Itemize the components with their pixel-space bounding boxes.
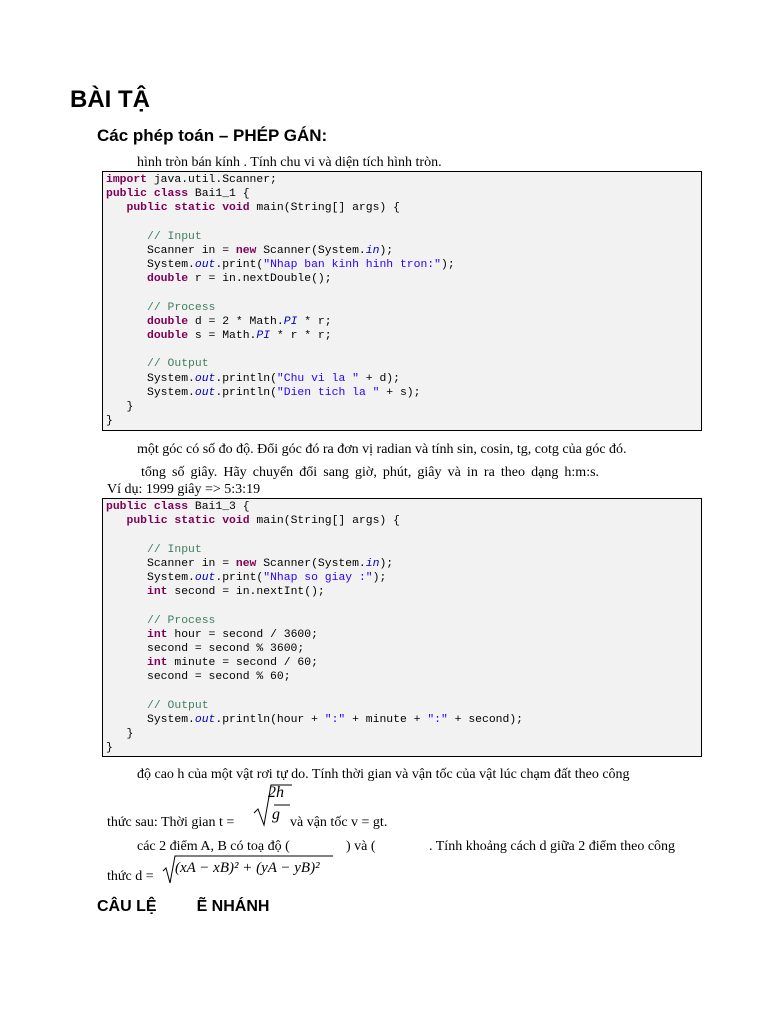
code-line [106, 301, 698, 315]
code-token [106, 515, 127, 527]
exercise-4-formula-label: thức sau: Thời gian t = [107, 815, 235, 830]
code-token: ); [440, 259, 455, 272]
code-token: System. [106, 713, 195, 726]
code-token: d = 2 * Math. [188, 315, 284, 328]
exercise-5-formula-label: thức d = [107, 869, 154, 884]
code-token: import [106, 174, 148, 186]
code-token: public class [106, 188, 189, 201]
time-formula-numerator: 2h [268, 784, 284, 801]
exercise-5-text-a: các 2 điểm A, B có toạ độ ( [137, 839, 290, 854]
code-token [106, 231, 147, 243]
code-token [106, 273, 147, 285]
code-token: Scanner in = [106, 557, 236, 570]
code-token [106, 302, 147, 314]
code-line [106, 201, 698, 215]
code-line [106, 514, 698, 528]
code-token: .println( [215, 386, 277, 399]
code-token [106, 330, 147, 342]
code-token: r = in.nextDouble(); [188, 273, 332, 286]
code-token: double [147, 330, 189, 343]
code-block-bai1-3 [102, 498, 702, 757]
code-token: in [365, 244, 380, 257]
code-token: int [147, 657, 168, 670]
code-token: + s); [379, 386, 421, 399]
code-token: second = second % 3600; [106, 642, 305, 655]
code-line [106, 315, 698, 329]
page-title: BÀI TẬ [70, 86, 150, 113]
code-line [106, 244, 698, 258]
code-token: out [194, 386, 216, 399]
code-token: ":" [324, 713, 346, 726]
code-line [106, 386, 698, 400]
code-line [106, 642, 698, 656]
code-line [106, 699, 698, 713]
code-token: // Output [147, 358, 209, 371]
code-token: } [106, 742, 113, 755]
code-token: "Dien tich la " [276, 386, 380, 399]
exercise-2-text: một góc có số đo độ. Đổi góc đó ra đơn vị radian và tính sin, cosin, tg, cotg của góc đó. [137, 442, 627, 457]
code-token: second = second % 60; [106, 671, 291, 684]
code-token: System. [106, 259, 195, 272]
code-line [106, 500, 698, 514]
code-token: public class [106, 501, 189, 513]
code-token: .print( [215, 259, 264, 272]
section-heading-operators: Các phép toán – PHÉP GÁN: [97, 126, 328, 145]
code-token: "Nhap ban kinh hinh tron:" [263, 259, 441, 272]
code-token: Scanner(System. [256, 244, 366, 257]
code-token [106, 202, 127, 214]
code-line [106, 287, 698, 301]
code-line [106, 400, 698, 414]
exercise-5-text-c: . Tính khoảng cách d giữa 2 điểm theo công [429, 839, 676, 854]
exercise-4-velocity: và vận tốc v = gt. [290, 815, 388, 830]
code-token: "Nhap so giay :" [263, 571, 373, 584]
code-token [106, 358, 147, 370]
code-token [106, 629, 147, 641]
code-token: // Output [147, 699, 209, 712]
code-token: // Process [147, 301, 216, 314]
code-token: } [106, 728, 134, 740]
code-token: double [147, 273, 189, 286]
code-token: } [106, 415, 113, 428]
code-token: ); [379, 244, 394, 257]
code-line [106, 343, 698, 357]
code-line [106, 372, 698, 386]
code-token: s = Math. [188, 330, 257, 343]
code-line [106, 628, 698, 642]
code-line [106, 230, 698, 244]
code-line [106, 599, 698, 613]
code-line [106, 543, 698, 557]
code-token: public static void [126, 515, 250, 528]
code-token: * r * r; [270, 330, 332, 343]
code-token: .println(hour + [215, 713, 325, 726]
code-line [106, 585, 698, 599]
code-token [106, 316, 147, 328]
code-token: // Input [147, 230, 202, 243]
code-line [106, 713, 698, 727]
code-token: new [235, 244, 257, 257]
code-token [106, 544, 147, 556]
code-line [106, 571, 698, 585]
code-line [106, 741, 698, 755]
code-line [106, 684, 698, 698]
code-line [106, 670, 698, 684]
code-token: double [147, 315, 189, 328]
code-line [106, 173, 698, 187]
code-token: + second); [447, 713, 524, 726]
code-token: Scanner(System. [256, 557, 366, 570]
exercise-3-text: tổng số giây. Hãy chuyển đổi sang giờ, phút, giây và in ra theo dạng h:m:s. [141, 465, 600, 480]
code-token: ); [372, 571, 387, 584]
distance-formula: (xA − xB)² + (yA − yB)² [175, 860, 320, 876]
exercise-5-text-b: ) và ( [346, 839, 376, 854]
code-token [106, 615, 147, 627]
code-block-bai1-1 [102, 171, 702, 431]
code-token: java.util.Scanner; [147, 174, 277, 186]
code-token: main(String[] args) { [249, 202, 400, 215]
code-line [106, 557, 698, 571]
code-token: + d); [358, 372, 400, 385]
code-token [106, 657, 147, 669]
code-token: Bai1_3 { [188, 501, 250, 513]
code-token: // Input [147, 543, 202, 556]
code-token: * r; [297, 315, 332, 328]
code-token: System. [106, 386, 195, 399]
code-line [106, 528, 698, 542]
code-token: PI [283, 315, 298, 328]
code-token: .print( [215, 571, 264, 584]
code-token: // Process [147, 614, 216, 627]
code-line [106, 357, 698, 371]
code-token: out [194, 259, 216, 272]
code-line [106, 258, 698, 272]
code-token [106, 700, 147, 712]
code-token: int [147, 628, 168, 641]
code-token: main(String[] args) { [249, 515, 400, 528]
code-token: second = in.nextInt(); [167, 586, 325, 599]
code-token: minute = second / 60; [167, 657, 318, 670]
code-line [106, 656, 698, 670]
code-token: } [106, 401, 134, 413]
code-line [106, 414, 698, 428]
code-token: ); [379, 557, 394, 570]
code-token: + minute + [345, 713, 428, 726]
code-token: System. [106, 571, 195, 584]
code-token: "Chu vi la " [276, 372, 359, 385]
section-heading-branching: CÂU LỆ Ẽ NHÁNH [97, 898, 270, 915]
exercise-1-text: hình tròn bán kính . Tính chu vi và diện tích hình tròn. [137, 155, 442, 170]
code-line [106, 216, 698, 230]
code-token: new [235, 557, 257, 570]
code-token [106, 586, 147, 598]
code-line [106, 329, 698, 343]
time-formula-denominator: g [272, 806, 280, 823]
code-token: Bai1_1 { [188, 188, 250, 201]
code-token: .println( [215, 372, 277, 385]
code-token: hour = second / 3600; [167, 628, 318, 641]
exercise-3-example: Ví dụ: 1999 giây => 5:3:19 [107, 482, 261, 497]
code-token: PI [256, 330, 271, 343]
code-line [106, 272, 698, 286]
code-line [106, 187, 698, 201]
code-token: int [147, 586, 168, 599]
code-token: Scanner in = [106, 244, 236, 257]
code-token: out [194, 571, 216, 584]
code-token: out [194, 372, 216, 385]
code-line [106, 614, 698, 628]
code-token: in [365, 557, 380, 570]
code-token: ":" [427, 713, 448, 726]
code-token: System. [106, 372, 195, 385]
code-token: public static void [126, 202, 250, 215]
code-line [106, 727, 698, 741]
code-token: out [194, 713, 216, 726]
exercise-4-text: độ cao h của một vật rơi tự do. Tính thời gian và vận tốc của vật lúc chạm đất theo công [137, 767, 630, 782]
